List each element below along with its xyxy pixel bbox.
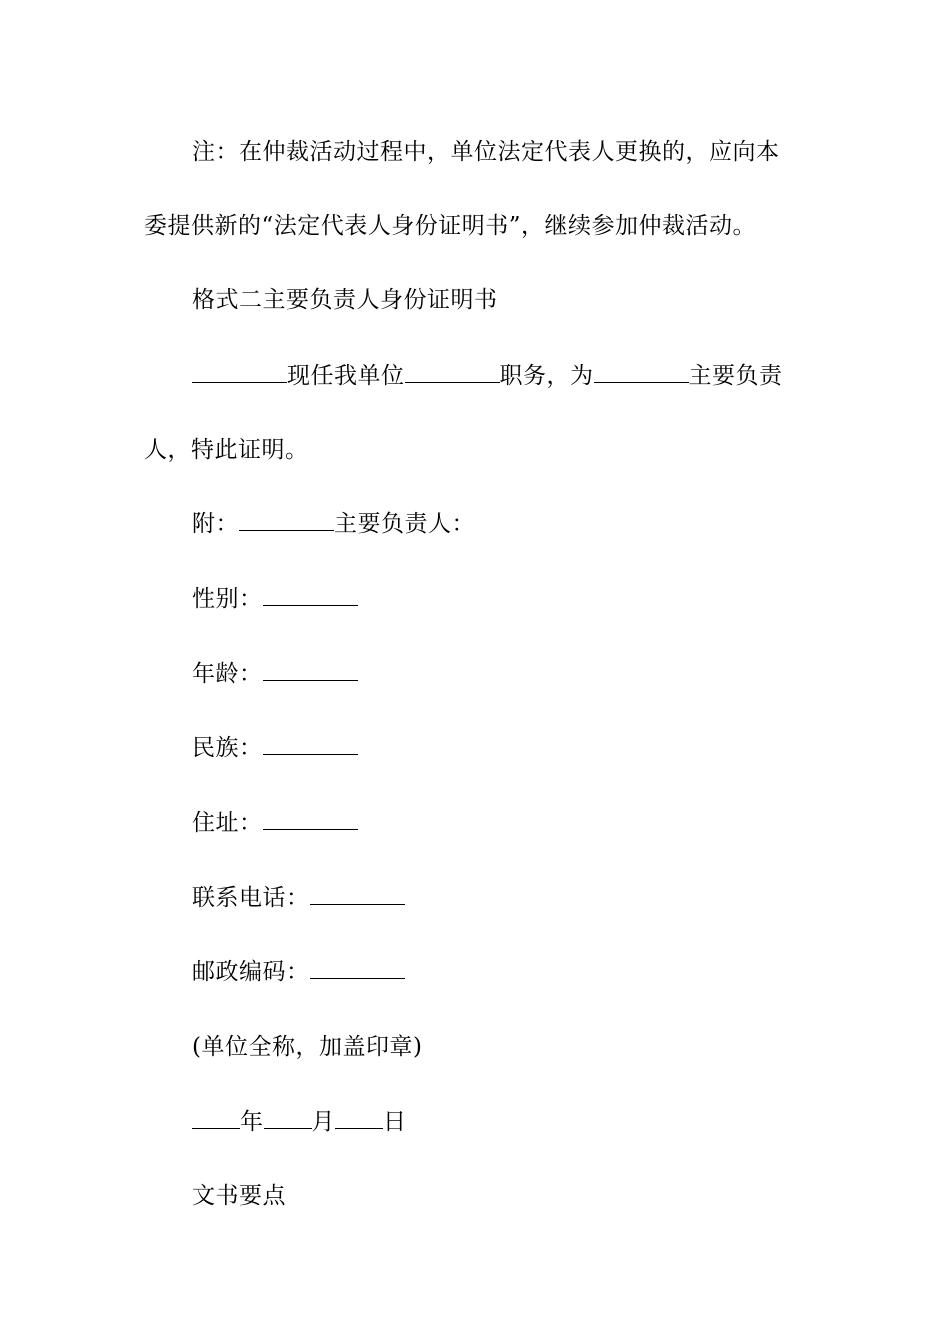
seal-note: (单位全称，加盖印章) bbox=[192, 1034, 423, 1060]
position-blank bbox=[405, 362, 500, 383]
field-phone bbox=[192, 882, 405, 914]
field-postcode bbox=[192, 956, 405, 988]
field-age-blank bbox=[263, 660, 358, 681]
statement-part-3: 主要负责 bbox=[688, 363, 783, 389]
field-address-blank bbox=[263, 809, 358, 830]
date-day: 日 bbox=[383, 1109, 407, 1135]
field-ethnicity-label: 民族： bbox=[192, 735, 263, 761]
field-gender-blank bbox=[263, 585, 358, 606]
field-phone-blank bbox=[310, 884, 405, 905]
field-postcode-label: 邮政编码： bbox=[192, 959, 310, 985]
attachment-blank bbox=[239, 510, 334, 531]
statement-line-1 bbox=[192, 360, 783, 392]
statement-line-2: 人，特此证明。 bbox=[144, 437, 309, 463]
field-age-label: 年龄： bbox=[192, 661, 263, 687]
format-title: 格式二主要负责人身份证明书 bbox=[192, 287, 498, 313]
statement-part-1: 现任我单位 bbox=[287, 363, 405, 389]
statement-part-2: 职务，为 bbox=[499, 363, 594, 389]
field-address bbox=[192, 807, 358, 839]
field-address-label: 住址： bbox=[192, 810, 263, 836]
field-postcode-blank bbox=[310, 958, 405, 979]
month-blank bbox=[264, 1108, 312, 1129]
year-blank bbox=[192, 1108, 240, 1129]
note-line-2: 委提供新的“法定代表人身份证明书”，继续参加仲裁活动。 bbox=[144, 213, 757, 239]
section-heading: 文书要点 bbox=[192, 1183, 286, 1209]
attachment-suffix: 主要负责人： bbox=[334, 511, 475, 537]
attachment-line bbox=[192, 508, 475, 540]
date-line bbox=[192, 1106, 407, 1138]
attachment-prefix: 附： bbox=[192, 511, 239, 537]
field-ethnicity-blank bbox=[263, 734, 358, 755]
day-blank bbox=[335, 1108, 383, 1129]
date-year: 年 bbox=[240, 1109, 264, 1135]
field-gender bbox=[192, 583, 358, 615]
field-gender-label: 性别： bbox=[192, 586, 263, 612]
field-age bbox=[192, 658, 358, 690]
field-phone-label: 联系电话： bbox=[192, 885, 310, 911]
date-month: 月 bbox=[311, 1109, 335, 1135]
unit-blank bbox=[594, 362, 689, 383]
note-line-1: 注：在仲裁活动过程中，单位法定代表人更换的，应向本 bbox=[192, 139, 780, 165]
field-ethnicity bbox=[192, 732, 358, 764]
name-blank bbox=[192, 362, 287, 383]
